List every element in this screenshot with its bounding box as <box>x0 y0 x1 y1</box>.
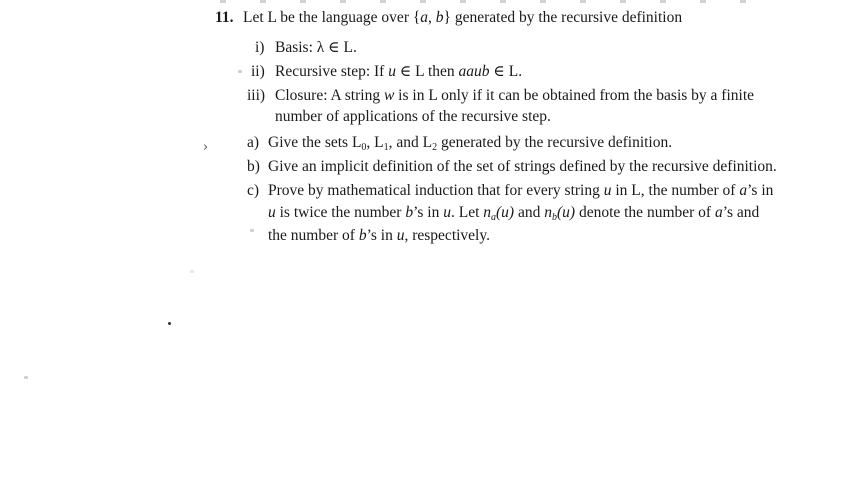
part-b-text: Give an implicit definition of the set of strings defined by the recursive definition. <box>268 158 777 175</box>
part-c-line3: the number of b’s in u, respectively. <box>268 227 490 244</box>
margin-mark: › <box>203 140 209 155</box>
def-item-basis-label: i) <box>255 39 265 56</box>
scan-speck <box>24 376 28 379</box>
def-item-closure-line1: Closure: A string w is in L only if it can be obtained from the basis by a finite <box>275 87 755 104</box>
cropped-previous-line <box>220 0 780 3</box>
def-item-recursive-text: Recursive step: If u ∈ L then aaub ∈ L. <box>275 63 523 80</box>
scan-speck <box>250 229 254 232</box>
part-b-label: b) <box>247 158 260 175</box>
part-c-line1: Prove by mathematical induction that for every string u in L, the number of a’s in <box>268 182 774 199</box>
scan-speck <box>238 70 242 73</box>
def-item-recursive-label: ii) <box>251 63 265 80</box>
scan-speck <box>168 322 171 325</box>
part-c-label: c) <box>247 182 260 199</box>
part-a-label: a) <box>247 134 260 151</box>
part-c-line2: u is twice the number b’s in u. Let $n_a(u)$ and $n_b(u)$ denote the number of a’s and <box>268 204 760 223</box>
scan-speck <box>190 270 194 273</box>
part-a-text: Give the sets $L_0$, $L_1$, and $L_2$ generated by the recursive definition. <box>268 134 673 153</box>
problem-number: 11. <box>215 9 234 26</box>
def-item-closure-label: iii) <box>247 87 266 104</box>
problem-intro: Let L be the language over {a, b} generated by the recursive definition <box>243 9 683 26</box>
def-item-closure-line2: number of applications of the recursive step. <box>275 108 551 125</box>
def-item-basis-text: Basis: λ ∈ L. <box>275 39 357 56</box>
